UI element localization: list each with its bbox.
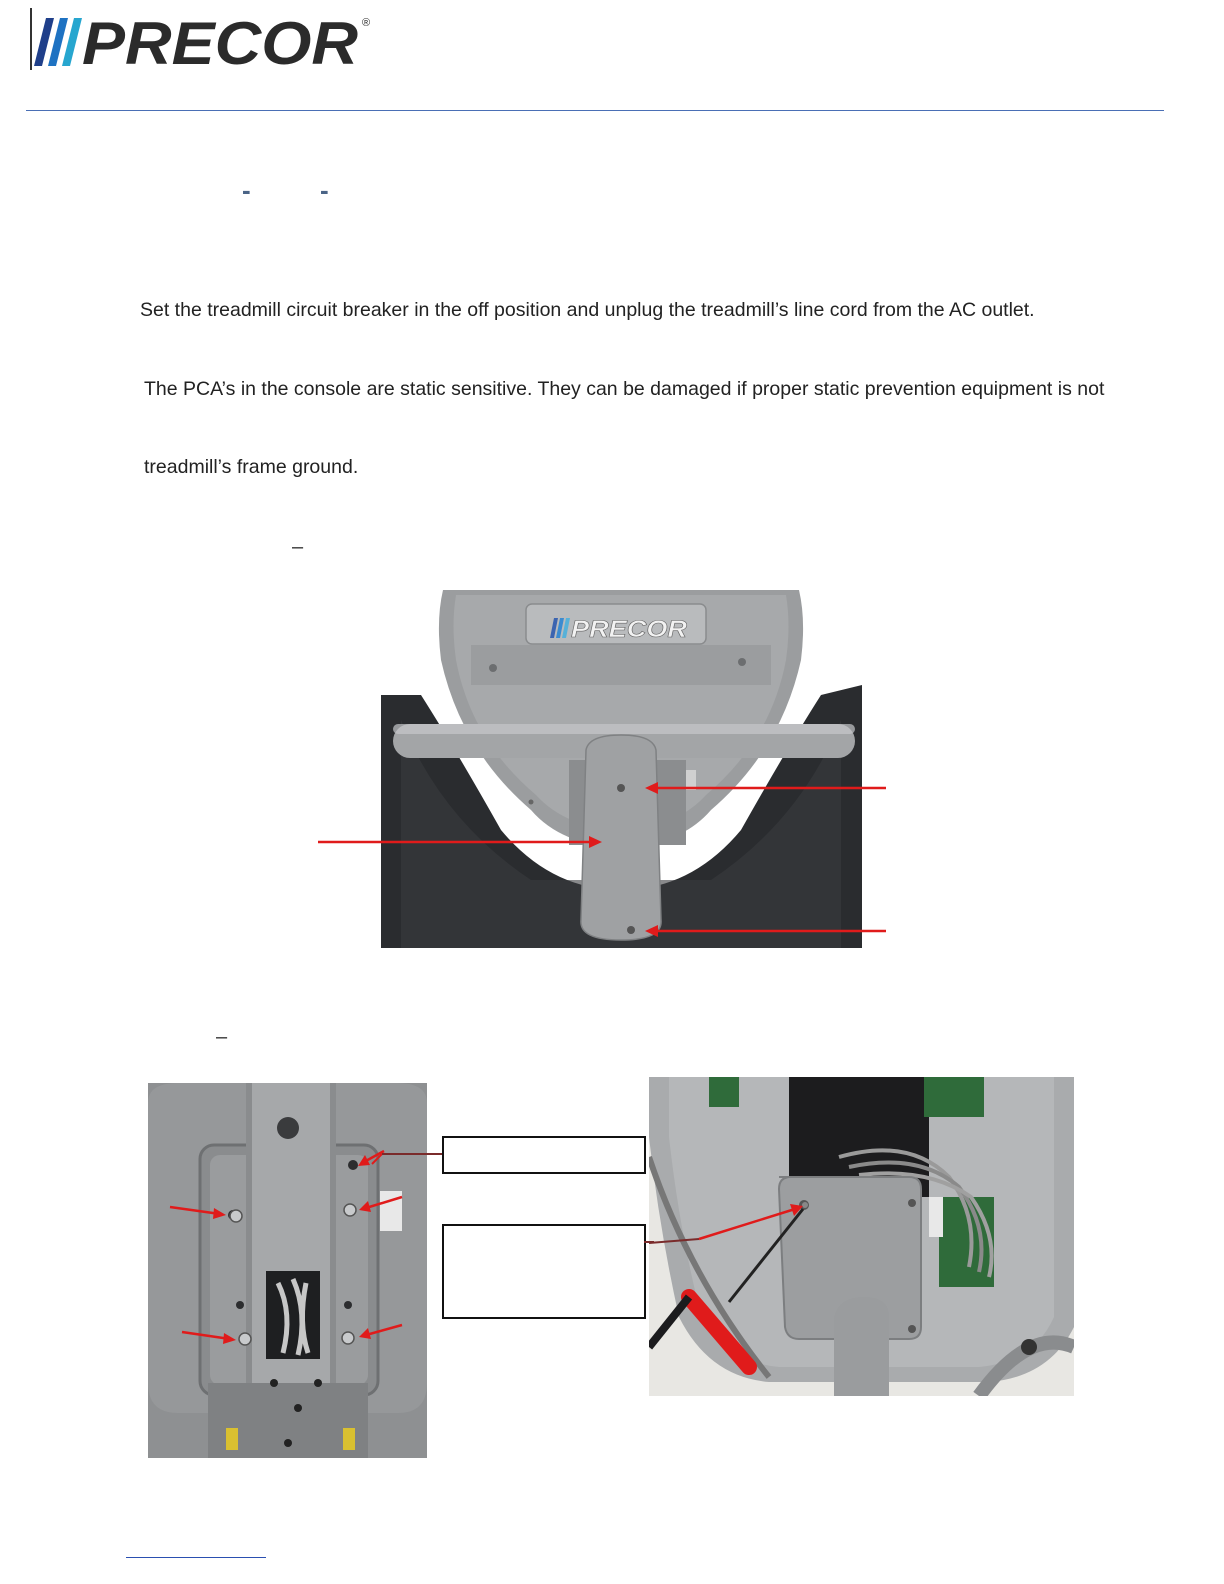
header-rule [26,110,1164,111]
heading-dash-2: - [320,175,329,205]
instruction-line-3: treadmill’s frame ground. [144,456,359,478]
registered-mark: ® [362,17,371,29]
precor-logo [34,10,374,70]
callout-box-1 [442,1136,646,1174]
bracket-screws-photo [148,1083,427,1458]
instruction-line-1: Set the treadmill circuit breaker in the off position and unplug the treadmill’s line cord from the AC outlet. [140,299,1035,321]
console-logo-text: PRECOR [571,616,688,643]
callout-connector-1 [370,1148,446,1168]
instruction-line-2: The PCA’s in the console are static sensitive. They can be damaged if proper static prevention equipment is not [144,378,1105,400]
footer-link-underline[interactable] [126,1557,266,1558]
header-divider-bar [30,8,32,70]
step-dash-1: – [292,536,304,558]
step-dash-2: – [216,1026,228,1048]
figure-1-arrows [310,770,890,945]
console-interior-photo [649,1077,1074,1396]
logo-text: PRECOR [82,10,358,70]
heading-dash-1: - [242,175,251,205]
callout-box-2 [442,1224,646,1319]
callout-connector-2 [644,1236,654,1246]
